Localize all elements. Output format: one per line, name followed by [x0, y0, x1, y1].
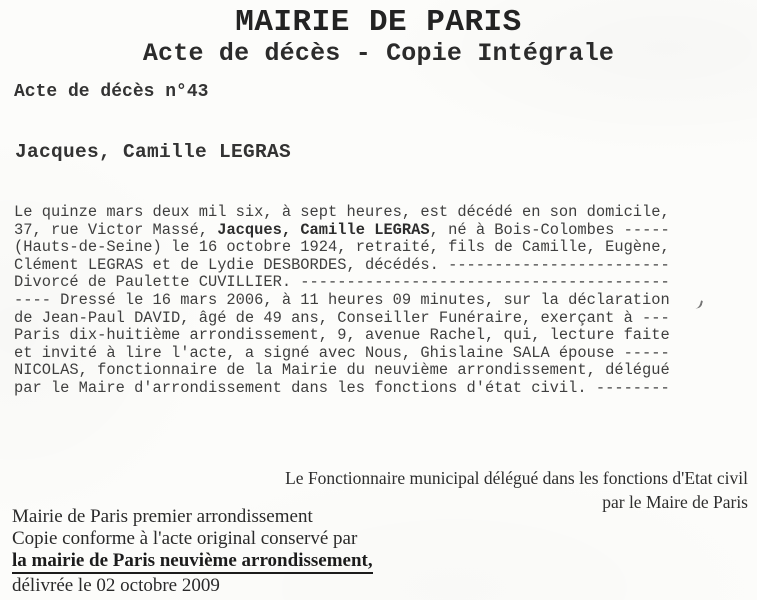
deceased-name: Jacques, Camille LEGRAS [15, 141, 292, 163]
body-text-segment: Paris dix-huitième arrondissement, 9, avenue Rachel, qui, lecture faite [14, 326, 670, 345]
body-text-segment: par le Maire d'arrondissement dans les fonctions d'état civil. -------- [14, 378, 670, 397]
certification-line-4: délivrée le 02 octobre 2009 [12, 575, 220, 596]
signature-line-2: par le Maire de Paris [602, 492, 748, 512]
body-text-segment: (Hauts-de-Seine) le 16 octobre 1924, retraité, fils de Camille, Eugène, [14, 238, 670, 257]
body-text-segment: Divorcé de Paulette CUVILLIER. ---------------------------------------- [14, 273, 670, 292]
certification-line-1: Mairie de Paris premier arrondissement [12, 506, 313, 527]
body-line [14, 239, 714, 257]
body-text-segment: NICOLAS, fonctionnaire de la Mairie du neuvième arrondissement, délégué [14, 361, 670, 380]
document-title: MAIRIE DE PARIS [235, 5, 522, 40]
body-line [14, 274, 714, 292]
certification-line-3: la mairie de Paris neuvième arrondissement, [12, 550, 373, 574]
body-text-segment: Le quinze mars deux mil six, à sept heures, est décédé en son domicile, [14, 203, 670, 221]
body-line [14, 380, 714, 398]
body-line [14, 204, 714, 222]
body-line [14, 327, 714, 345]
body-text-segment: de Jean-Paul DAVID, âgé de 49 ans, Conseiller Funéraire, exerçant à --- [14, 308, 670, 327]
document-subtitle: Acte de décès - Copie Intégrale [142, 39, 615, 68]
certification-block [12, 506, 373, 597]
certification-line-2: Copie conforme à l'acte original conservé par [12, 528, 358, 549]
body-line [14, 345, 714, 363]
body-text-segment: et invité à lire l'acte, a signé avec Nous, Ghislaine SALA épouse ----- [14, 343, 670, 362]
signature-line-1: Le Fonctionnaire municipal délégué dans les fonctions d'Etat civil [285, 468, 748, 488]
body-text-segment: Clément LEGRAS et de Lydie DESBORDES, décédés. ------------------------ [14, 255, 670, 274]
deceased-name-inline: Jacques, Camille LEGRAS [217, 220, 430, 239]
body-text-segment: ---- Dressé le 16 mars 2006, à 11 heures 09 minutes, sur la déclaration [14, 290, 670, 309]
body-line [14, 257, 714, 275]
body-line [14, 222, 714, 240]
act-number: Acte de décès n°43 [14, 82, 209, 102]
act-body [14, 204, 714, 398]
body-line [14, 362, 714, 380]
body-line [14, 292, 714, 310]
body-text-segment: 37, rue Victor Massé, [14, 220, 218, 239]
body-text-segment: , né à Bois-Colombes ----- [429, 220, 670, 239]
body-line [14, 310, 714, 328]
